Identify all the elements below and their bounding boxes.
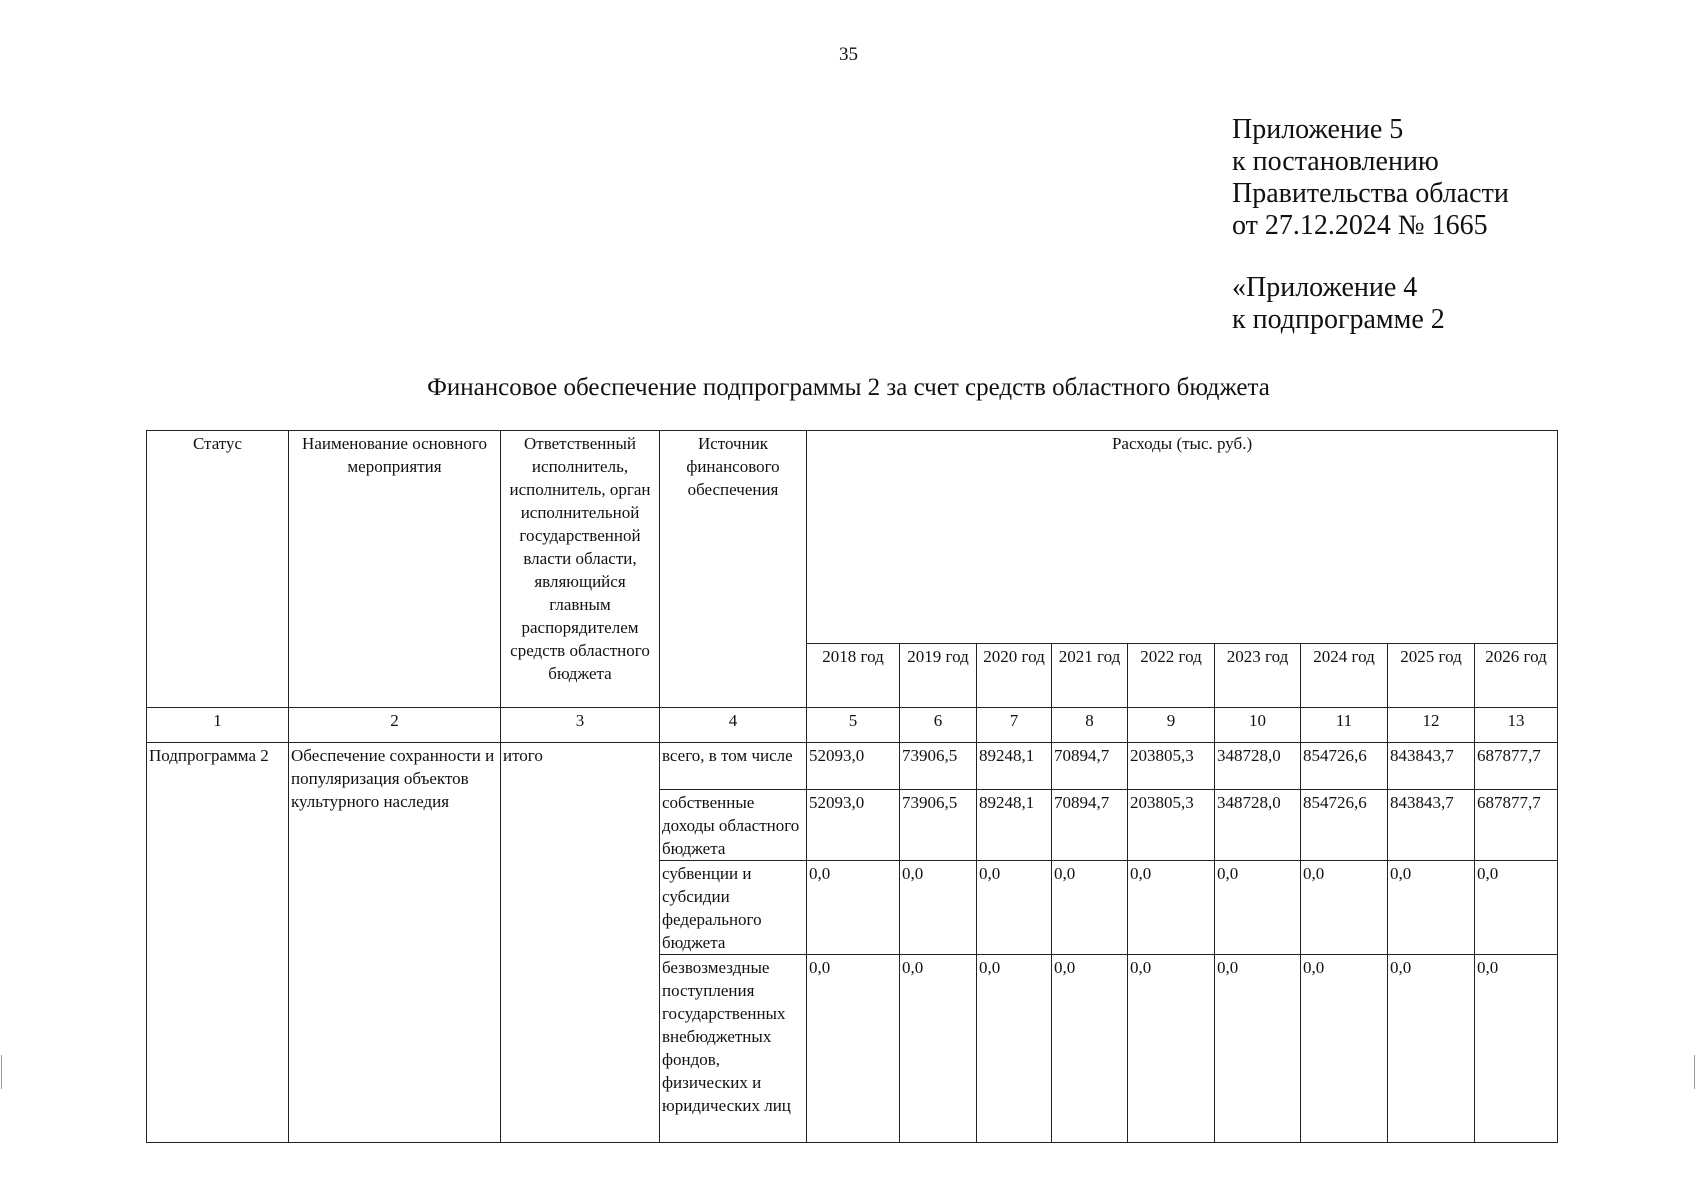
header-event-name: Наименование основного мероприятия <box>289 431 501 708</box>
value-cell: 0,0 <box>1388 861 1475 955</box>
appendix-line: к постановлению <box>1232 146 1439 177</box>
value-cell: 0,0 <box>1215 955 1301 1143</box>
appendix-line: от 27.12.2024 № 1665 <box>1232 210 1488 241</box>
column-number: 1 <box>147 708 289 743</box>
header-year: 2019 год <box>900 644 977 708</box>
value-cell: 0,0 <box>1301 955 1388 1143</box>
document-title: Финансовое обеспечение подпрограммы 2 за счет средств областного бюджета <box>427 374 1270 401</box>
value-cell: 0,0 <box>1128 861 1215 955</box>
value-cell: 52093,0 <box>807 743 900 790</box>
header-year: 2021 год <box>1052 644 1128 708</box>
source-cell: собственные доходы областного бюджета <box>660 790 807 861</box>
value-cell: 348728,0 <box>1215 790 1301 861</box>
column-number: 9 <box>1128 708 1215 743</box>
value-cell: 73906,5 <box>900 743 977 790</box>
value-cell: 0,0 <box>1128 955 1215 1143</box>
value-cell: 70894,7 <box>1052 790 1128 861</box>
value-cell: 0,0 <box>1052 861 1128 955</box>
value-cell: 0,0 <box>1388 955 1475 1143</box>
table-row <box>147 743 1558 790</box>
value-cell: 843843,7 <box>1388 790 1475 861</box>
column-number: 4 <box>660 708 807 743</box>
header-year: 2025 год <box>1388 644 1475 708</box>
value-cell: 0,0 <box>807 861 900 955</box>
header-status: Статус <box>147 431 289 708</box>
executor-cell: итого <box>501 743 660 1143</box>
source-cell: всего, в том числе <box>660 743 807 790</box>
scan-edge-mark <box>1 1055 2 1089</box>
column-number: 10 <box>1215 708 1301 743</box>
value-cell: 843843,7 <box>1388 743 1475 790</box>
header-year: 2024 год <box>1301 644 1388 708</box>
value-cell: 854726,6 <box>1301 743 1388 790</box>
value-cell: 348728,0 <box>1215 743 1301 790</box>
appendix-line: Правительства области <box>1232 178 1509 209</box>
column-number: 2 <box>289 708 501 743</box>
header-executor: Ответственный исполнитель, исполнитель, орган исполнительной государственной власти области, являющийся главным распорядителем средств областного бюджета <box>501 431 660 708</box>
value-cell: 52093,0 <box>807 790 900 861</box>
header-year: 2026 год <box>1475 644 1558 708</box>
column-number: 7 <box>977 708 1052 743</box>
status-cell: Подпрограмма 2 <box>147 743 289 1143</box>
source-cell: субвенции и субсидии федерального бюджета <box>660 861 807 955</box>
appendix-sub-line: к подпрограмме 2 <box>1232 304 1445 335</box>
value-cell: 203805,3 <box>1128 743 1215 790</box>
value-cell: 70894,7 <box>1052 743 1128 790</box>
value-cell: 0,0 <box>807 955 900 1143</box>
header-year: 2023 год <box>1215 644 1301 708</box>
value-cell: 0,0 <box>1215 861 1301 955</box>
value-cell: 0,0 <box>1052 955 1128 1143</box>
appendix-sub-line: «Приложение 4 <box>1232 272 1418 303</box>
column-number-row <box>147 708 1558 743</box>
value-cell: 687877,7 <box>1475 743 1558 790</box>
value-cell: 0,0 <box>977 861 1052 955</box>
value-cell: 0,0 <box>900 861 977 955</box>
column-number: 5 <box>807 708 900 743</box>
column-number: 13 <box>1475 708 1558 743</box>
header-year: 2018 год <box>807 644 900 708</box>
header-year: 2022 год <box>1128 644 1215 708</box>
event-name-cell: Обеспечение сохранности и популяризация объектов культурного наследия <box>289 743 501 1143</box>
column-number: 8 <box>1052 708 1128 743</box>
column-number: 3 <box>501 708 660 743</box>
header-expenses: Расходы (тыс. руб.) <box>807 431 1558 644</box>
value-cell: 0,0 <box>1475 861 1558 955</box>
financing-table <box>146 430 1558 1143</box>
source-cell: безвозмездные поступления государственных внебюджетных фондов, физических и юридических лиц <box>660 955 807 1143</box>
appendix-block <box>1232 114 1509 336</box>
value-cell: 203805,3 <box>1128 790 1215 861</box>
value-cell: 687877,7 <box>1475 790 1558 861</box>
value-cell: 73906,5 <box>900 790 977 861</box>
value-cell: 89248,1 <box>977 790 1052 861</box>
header-year: 2020 год <box>977 644 1052 708</box>
scan-edge-mark <box>1694 1055 1695 1089</box>
value-cell: 0,0 <box>1475 955 1558 1143</box>
value-cell: 0,0 <box>977 955 1052 1143</box>
value-cell: 0,0 <box>1301 861 1388 955</box>
value-cell: 854726,6 <box>1301 790 1388 861</box>
column-number: 6 <box>900 708 977 743</box>
value-cell: 89248,1 <box>977 743 1052 790</box>
value-cell: 0,0 <box>900 955 977 1143</box>
column-number: 12 <box>1388 708 1475 743</box>
column-number: 11 <box>1301 708 1388 743</box>
appendix-line: Приложение 5 <box>1232 114 1404 145</box>
page-number: 35 <box>839 44 858 65</box>
header-funding-source: Источник финансового обеспечения <box>660 431 807 708</box>
